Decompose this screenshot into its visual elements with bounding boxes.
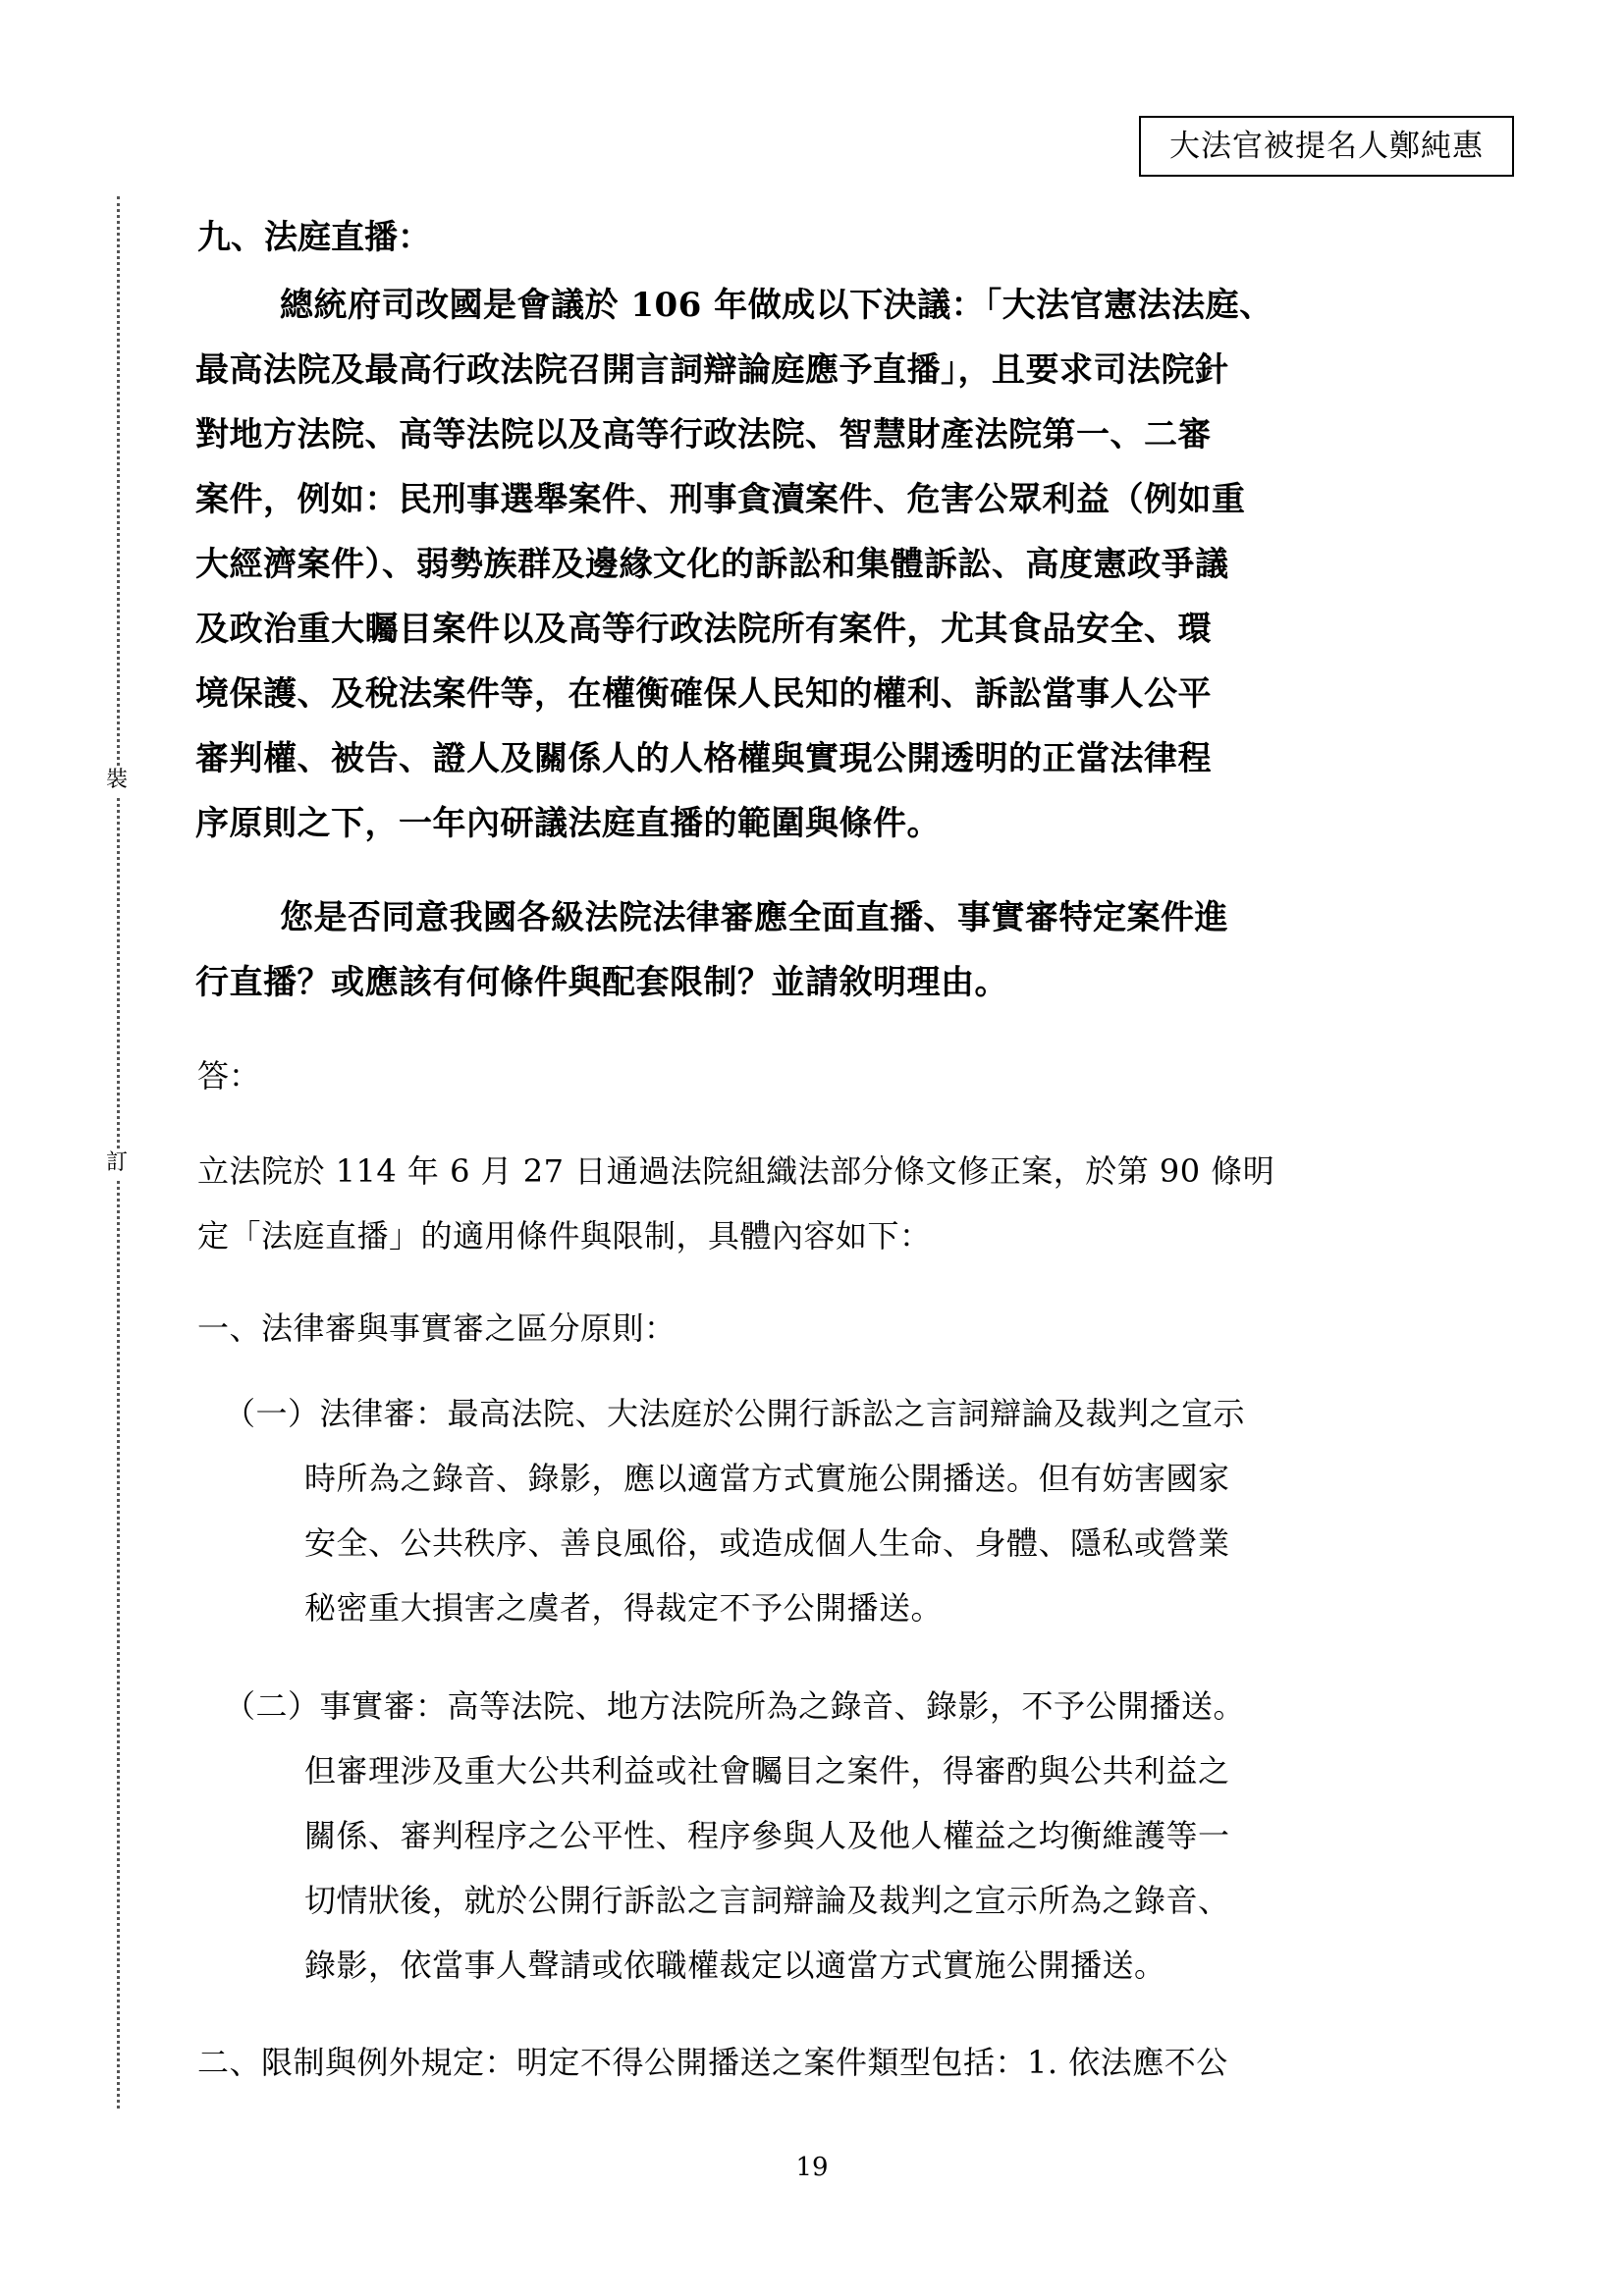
answer-subpoint-1 bbox=[224, 1381, 1245, 1640]
subpoint-line: 但審理涉及重大公共利益或社會矚目之案件，得審酌與公共利益之 bbox=[304, 1752, 1230, 1789]
answer-label: 答： bbox=[197, 1057, 261, 1095]
question-line: 最高法院及最高行政法院召開言詞辯論庭應予直播」，且要求司法院針 bbox=[195, 350, 1229, 390]
question-line: 對地方法院、高等法院以及高等行政法院、智慧財產法院第一、二審 bbox=[195, 415, 1212, 454]
answer-point-1-heading: 一、法律審與事實審之區分原則： bbox=[197, 1309, 677, 1347]
question-line: 及政治重大矚目案件以及高等行政法院所有案件，尤其食品安全、環 bbox=[195, 610, 1212, 649]
subpoint-line: 關係、審判程序之公平性、程序參與人及他人權益之均衡維護等一 bbox=[304, 1817, 1230, 1854]
question-line: 序原則之下，一年內研議法庭直播的範圍與條件。 bbox=[195, 804, 941, 843]
question-line: 您是否同意我國各級法院法律審應全面直播、事實審特定案件進 bbox=[280, 898, 1228, 937]
question-line: 審判權、被告、證人及關係人的人格權與實現公開透明的正當法律程 bbox=[195, 739, 1212, 778]
subpoint-line: （一）法律審：最高法院、大法庭於公開行訴訟之言詞辯論及裁判之宣示 bbox=[224, 1395, 1246, 1432]
question-paragraph-1 bbox=[195, 273, 1442, 856]
subpoint-line: 時所為之錄音、錄影，應以適當方式實施公開播送。但有妨害國家 bbox=[304, 1460, 1230, 1497]
subpoint-line: 秘密重大損害之虞者，得裁定不予公開播送。 bbox=[304, 1589, 944, 1627]
answer-intro bbox=[197, 1139, 1274, 1268]
answer-line: 定「法庭直播」的適用條件與限制，具體內容如下： bbox=[197, 1217, 932, 1255]
question-line: 案件，例如：民刑事選舉案件、刑事貪瀆案件、危害公眾利益（例如重 bbox=[195, 480, 1246, 519]
question-paragraph-2 bbox=[195, 885, 1442, 1015]
question-line: 總統府司改國是會議於 106 年做成以下決議：「大法官憲法法庭、 bbox=[280, 286, 1273, 325]
question-line: 大經濟案件）、弱勢族群及邊緣文化的訴訟和集體訴訟、高度憲政爭議 bbox=[195, 545, 1229, 584]
section-heading: 九、法庭直播： bbox=[197, 218, 431, 257]
binding-mark-ding: 訂 bbox=[102, 1148, 132, 1178]
question-line: 境保護、及稅法案件等，在權衡確保人民知的權利、訴訟當事人公平 bbox=[195, 674, 1212, 714]
question-line: 行直播？或應該有何條件與配套限制？並請敘明理由。 bbox=[195, 963, 1008, 1002]
subpoint-line: （二）事實審：高等法院、地方法院所為之錄音、錄影，不予公開播送。 bbox=[224, 1687, 1246, 1725]
binding-mark-zhuang: 裝 bbox=[102, 766, 132, 795]
subpoint-line: 切情狀後，就於公開行訴訟之言詞辯論及裁判之宣示所為之錄音、 bbox=[304, 1882, 1230, 1919]
answer-line: 立法院於 114 年 6 月 27 日通過法院組織法部分條文修正案，於第 90 條明 bbox=[197, 1152, 1275, 1190]
answer-subpoint-2 bbox=[224, 1674, 1245, 1998]
answer-point-2-heading: 二、限制與例外規定：明定不得公開播送之案件類型包括：1. 依法應不公 bbox=[197, 2044, 1228, 2081]
subpoint-line: 安全、公共秩序、善良風俗，或造成個人生命、身體、隱私或營業 bbox=[304, 1524, 1230, 1562]
page-number: 19 bbox=[795, 2153, 829, 2182]
subpoint-line: 錄影，依當事人聲請或依職權裁定以適當方式實施公開播送。 bbox=[304, 1947, 1166, 1984]
nominee-label-box: 大法官被提名人鄭純惠 bbox=[1139, 116, 1514, 177]
